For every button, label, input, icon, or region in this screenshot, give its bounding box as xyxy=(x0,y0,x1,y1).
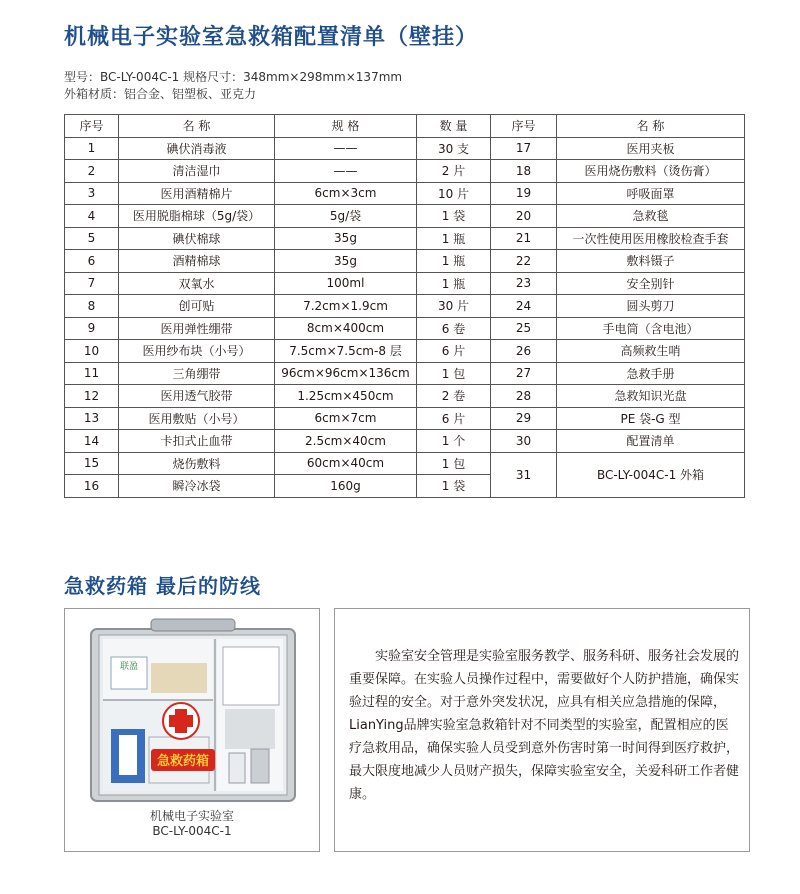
cell-no: 11 xyxy=(65,362,119,385)
cell-name: 医用纱布块（小号） xyxy=(119,340,275,363)
cell-name: 碘伏消毒液 xyxy=(119,137,275,160)
cell-name: 医用透气胶带 xyxy=(119,385,275,408)
description-paragraph: 实验室安全管理是实验室服务教学、服务科研、服务社会发展的重要保障。在实验人员操作过程中，需要做好个人防护措施，确保实验过程的安全。对于意外突发状况，应具有相关应急措施的保障，LianYing品牌实验室急救箱针对不同类型的实验室，配置相应的医疗急救用品，确保实验人员受到意外伤害时第一时间得到医疗救护，最大限度地减少人员财产损失，保障实验室安全，关爱科研工作者健康。 xyxy=(349,649,740,802)
table-row xyxy=(65,227,745,250)
cell-spec: —— xyxy=(275,160,417,183)
cell-no-2: 24 xyxy=(491,295,557,318)
cell-qty: 1 袋 xyxy=(417,205,491,228)
cell-qty: 1 袋 xyxy=(417,475,491,498)
cell-spec: 5g/袋 xyxy=(275,205,417,228)
cell-no: 9 xyxy=(65,317,119,340)
cell-no: 12 xyxy=(65,385,119,408)
cell-no: 5 xyxy=(65,227,119,250)
cell-spec: 160g xyxy=(275,475,417,498)
header-no-2: 序号 xyxy=(491,115,557,138)
cell-no-2: 29 xyxy=(491,407,557,430)
cell-name-2: 急救毯 xyxy=(557,205,745,228)
cell-name-2: 医用烧伤敷料（烫伤膏） xyxy=(557,160,745,183)
cell-name: 医用脱脂棉球（5g/袋） xyxy=(119,205,275,228)
table-row xyxy=(65,182,745,205)
cell-qty: 2 卷 xyxy=(417,385,491,408)
image-caption-line2: BC-LY-004C-1 xyxy=(152,824,232,838)
cell-spec: 8cm×400cm xyxy=(275,317,417,340)
table-row xyxy=(65,295,745,318)
cell-spec: 35g xyxy=(275,250,417,273)
image-caption-line1: 机械电子实验室 xyxy=(149,809,234,823)
page-title: 机械电子实验室急救箱配置清单（壁挂） xyxy=(64,25,479,50)
cell-qty: 1 瓶 xyxy=(417,250,491,273)
cell-no: 14 xyxy=(65,430,119,453)
cell-qty: 30 支 xyxy=(417,137,491,160)
box-label-text: 急救药箱 xyxy=(156,754,210,769)
model-spec-line: 型号：BC-LY-004C-1 规格尺寸：348mm×298mm×137mm xyxy=(64,70,403,84)
cell-no-2: 19 xyxy=(491,182,557,205)
cell-no-2: 21 xyxy=(491,227,557,250)
cell-no: 10 xyxy=(65,340,119,363)
cell-qty: 2 片 xyxy=(417,160,491,183)
cell-name: 清洁湿巾 xyxy=(119,160,275,183)
header-name-2: 名 称 xyxy=(557,115,745,138)
cell-name-2: 医用夹板 xyxy=(557,137,745,160)
cell-no: 8 xyxy=(65,295,119,318)
cell-qty: 6 片 xyxy=(417,340,491,363)
table-row xyxy=(65,340,745,363)
cell-name: 医用弹性绷带 xyxy=(119,317,275,340)
cell-name-2: 敷料镊子 xyxy=(557,250,745,273)
cell-no: 6 xyxy=(65,250,119,273)
kit-list-table xyxy=(64,114,745,498)
cell-name-2: 配置清单 xyxy=(557,430,745,453)
cell-name: 医用敷贴（小号） xyxy=(119,407,275,430)
table-row xyxy=(65,362,745,385)
cell-name: 酒精棉球 xyxy=(119,250,275,273)
cell-spec: 7.5cm×7.5cm-8 层 xyxy=(275,340,417,363)
cell-spec: 2.5cm×40cm xyxy=(275,430,417,453)
cell-name: 碘伏棉球 xyxy=(119,227,275,250)
table-header-row xyxy=(65,115,745,138)
brand-text: 联盈 xyxy=(119,662,139,672)
cell-name-2: 呼吸面罩 xyxy=(557,182,745,205)
cell-no: 4 xyxy=(65,205,119,228)
cell-no-2: 25 xyxy=(491,317,557,340)
cell-no-2: 23 xyxy=(491,272,557,295)
cell-qty: 30 片 xyxy=(417,295,491,318)
table-row xyxy=(65,452,745,475)
cell-no: 13 xyxy=(65,407,119,430)
product-image-panel xyxy=(64,608,320,852)
header-qty: 数 量 xyxy=(417,115,491,138)
cell-no: 15 xyxy=(65,452,119,475)
cell-no-2: 17 xyxy=(491,137,557,160)
cell-no-2: 18 xyxy=(491,160,557,183)
cell-spec: 1.25cm×450cm xyxy=(275,385,417,408)
cell-name-2: PE 袋-G 型 xyxy=(557,407,745,430)
cell-name: 三角绷带 xyxy=(119,362,275,385)
cell-name: 卡扣式止血带 xyxy=(119,430,275,453)
cell-qty: 6 卷 xyxy=(417,317,491,340)
cell-no-2: 22 xyxy=(491,250,557,273)
cell-no-2: 27 xyxy=(491,362,557,385)
cell-spec: 60cm×40cm xyxy=(275,452,417,475)
table-row xyxy=(65,385,745,408)
header-spec: 规 格 xyxy=(275,115,417,138)
cell-name-2: 一次性使用医用橡胶检查手套 xyxy=(557,227,745,250)
cell-no: 2 xyxy=(65,160,119,183)
cell-no: 7 xyxy=(65,272,119,295)
cell-no-2: 31 xyxy=(491,452,557,497)
table-row xyxy=(65,137,745,160)
cell-qty: 1 瓶 xyxy=(417,272,491,295)
header-name: 名 称 xyxy=(119,115,275,138)
cell-name: 医用酒精棉片 xyxy=(119,182,275,205)
cell-no: 16 xyxy=(65,475,119,498)
first-aid-cabinet-image xyxy=(89,617,297,803)
cell-name-2: 安全别针 xyxy=(557,272,745,295)
table-row xyxy=(65,272,745,295)
table-row xyxy=(65,205,745,228)
cell-no: 1 xyxy=(65,137,119,160)
table-row xyxy=(65,317,745,340)
cell-qty: 1 个 xyxy=(417,430,491,453)
cell-qty: 6 片 xyxy=(417,407,491,430)
section-heading: 急救药箱 最后的防线 xyxy=(64,574,261,598)
cell-spec: 35g xyxy=(275,227,417,250)
cell-name: 烧伤敷料 xyxy=(119,452,275,475)
cell-name-2: BC-LY-004C-1 外箱 xyxy=(557,452,745,497)
cell-name-2: 手电筒（含电池） xyxy=(557,317,745,340)
cell-spec: —— xyxy=(275,137,417,160)
cell-spec: 7.2cm×1.9cm xyxy=(275,295,417,318)
cell-qty: 1 瓶 xyxy=(417,227,491,250)
cell-name-2: 高频救生哨 xyxy=(557,340,745,363)
cell-no-2: 28 xyxy=(491,385,557,408)
table-row xyxy=(65,250,745,273)
cell-qty: 10 片 xyxy=(417,182,491,205)
cell-name-2: 急救知识光盘 xyxy=(557,385,745,408)
cell-spec: 6cm×3cm xyxy=(275,182,417,205)
table-row xyxy=(65,430,745,453)
cell-qty: 1 包 xyxy=(417,362,491,385)
cell-name-2: 急救手册 xyxy=(557,362,745,385)
cell-no-2: 26 xyxy=(491,340,557,363)
table-row xyxy=(65,407,745,430)
cell-name-2: 圆头剪刀 xyxy=(557,295,745,318)
material-line: 外箱材质：铝合金、铝塑板、亚克力 xyxy=(64,87,257,101)
table-row xyxy=(65,160,745,183)
cell-name: 瞬冷冰袋 xyxy=(119,475,275,498)
cell-spec: 100ml xyxy=(275,272,417,295)
cell-no-2: 30 xyxy=(491,430,557,453)
cell-spec: 6cm×7cm xyxy=(275,407,417,430)
cell-name: 创可贴 xyxy=(119,295,275,318)
cell-no-2: 20 xyxy=(491,205,557,228)
cell-no: 3 xyxy=(65,182,119,205)
cell-qty: 1 包 xyxy=(417,452,491,475)
description-panel xyxy=(334,608,750,852)
cell-spec: 96cm×96cm×136cm xyxy=(275,362,417,385)
cell-name: 双氧水 xyxy=(119,272,275,295)
header-no: 序号 xyxy=(65,115,119,138)
